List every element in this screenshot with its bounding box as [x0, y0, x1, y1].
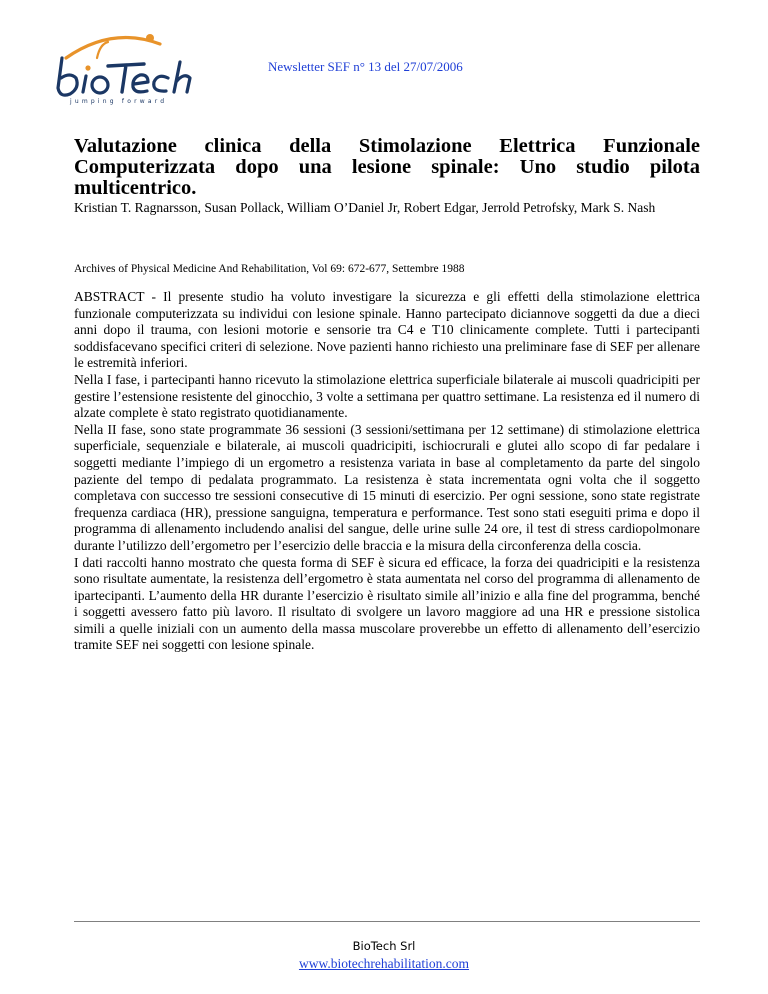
- abstract-paragraph: ABSTRACT - Il presente studio ha voluto investigare la sicurezza e gli effetti della stimolazione elettrica funzionale computerizzata su individui con lesione spinale. Hanno partecipato diciannove soggetti da due a dieci anni dopo il trauma, con lesioni motorie e sensorie tra C4 e T10 clinicamente complete. Tutti i partecipanti soddisfacevano specifici criteri di selezione. Nove pazienti hanno richiesto una preliminare fase di SEF per allenare le estremità inferiori.: [74, 289, 700, 371]
- footer-divider: [74, 921, 700, 922]
- footer-website-link[interactable]: www.biotechrehabilitation.com: [298, 956, 470, 971]
- footer-company: BioTech Srl: [352, 939, 416, 953]
- biotech-logo-icon: [52, 28, 222, 106]
- article-title: Valutazione clinica della Stimolazione Elettrica Funzionale Computerizzata dopo una lesione spinale: Uno studio pilota multicentrico.: [74, 135, 700, 199]
- abstract-paragraph: Nella II fase, sono state programmate 36 sessioni (3 sessioni/settimana per 12 settimane) di stimolazione elettrica superficiale, sequenziale e bilaterale, ai muscoli quadricipiti, ischiocrurali e glutei allo scopo di far pedalare i soggetti mediante l’impiego di un ergometro a resistenza variata in base al completamento da parte del singolo paziente del tempo di pedalata programmato. La resistenza è stata incrementata ogni volta che il soggetto completava con successo tre sessioni consecutive di 15 minuti di esercizio. Per ogni sessione, sono state registrate frequenza cardiaca (HR), pressione sanguigna, temperatura e performance. Test sono stati eseguiti prima e dopo il programma di allenamento includendo analisi del sangue, delle urine sulle 24 ore, il test di stress cardiopolmonare durante l’utilizzo dell’ergometro per l’esercizio delle braccia e la misura della circonferenza della coscia.: [74, 421, 700, 553]
- article-source: Archives of Physical Medicine And Rehabilitation, Vol 69: 672-677, Settembre 1988: [74, 263, 465, 275]
- article-abstract: [74, 289, 700, 654]
- abstract-paragraph: Nella I fase, i partecipanti hanno ricevuto la stimolazione elettrica superficiale bilaterale ai muscoli quadricipiti per gestire l’estensione resistente del ginocchio, 3 volte a settimana per quattro settimane. La resistenza ed il numero di alzate complete è stato registrato quotidianamente.: [74, 371, 700, 421]
- article-authors: Kristian T. Ragnarsson, Susan Pollack, William O’Daniel Jr, Robert Edgar, Jerrold Petrofsky, Mark S. Nash: [74, 200, 656, 215]
- newsletter-header: Newsletter SEF n° 13 del 27/07/2006: [268, 59, 463, 74]
- biotech-logo: [52, 28, 222, 106]
- abstract-paragraph: I dati raccolti hanno mostrato che questa forma di SEF è sicura ed efficace, la forza dei quadricipiti e la resistenza sono risultate aumentate, la resistenza dell’ergometro è stata aumentata nel corso del programma di allenamento de ipartecipanti. L’aumento della HR durante l’esercizio è risultato simile all’inizio e alla fine del programma, benché i soggetti avessero fatto più lavoro. Il risultato di svolgere un lavoro maggiore ad una HR e pressione sistolica simili a quelle iniziali con un aumento della massa muscolare proverebbe un effetto di allenamento dell’esercizio tramite SEF nei soggetti con lesione spinale.: [74, 554, 700, 653]
- svg-text:jumping forward: jumping forward: [70, 98, 168, 105]
